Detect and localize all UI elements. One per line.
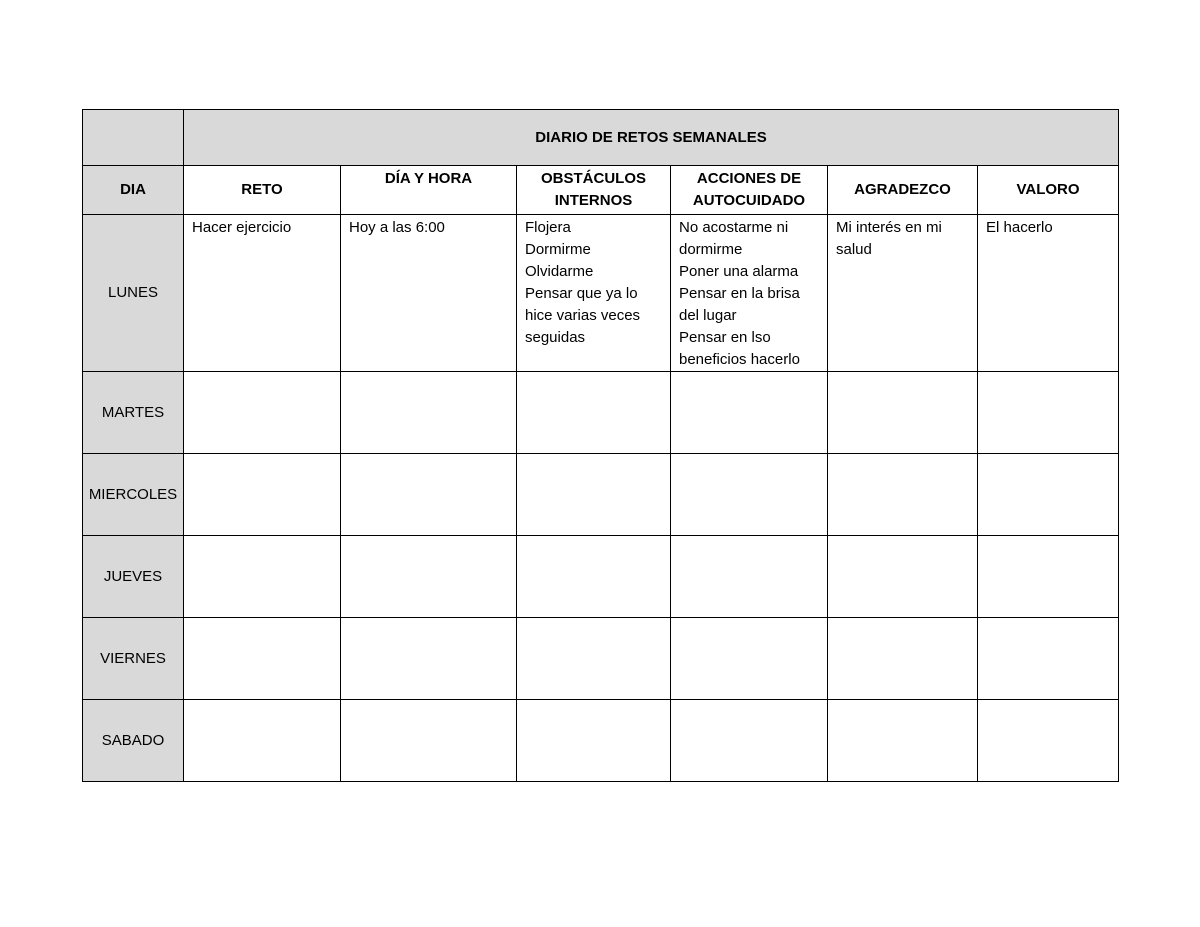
day-label-miercoles: MIERCOLES	[83, 454, 184, 536]
obstaculo-item: Olvidarme	[525, 263, 594, 280]
empty-cell	[671, 454, 828, 536]
empty-cell	[517, 700, 671, 782]
day-label-jueves: JUEVES	[83, 536, 184, 618]
weekly-challenges-table	[82, 109, 1119, 782]
empty-cell	[671, 372, 828, 454]
accion-item: No acostarme ni dormirme	[679, 219, 789, 258]
obstaculo-item: Pensar que ya lo hice varias veces seguidas	[525, 285, 641, 346]
empty-cell	[671, 536, 828, 618]
obstaculo-item: Flojera	[525, 219, 571, 236]
empty-cell	[341, 372, 517, 454]
corner-cell	[83, 110, 184, 166]
table-row	[83, 536, 1119, 618]
table-title: DIARIO DE RETOS SEMANALES	[184, 110, 1119, 166]
header-dia: DIA	[83, 166, 184, 215]
header-dia-hora: DÍA Y HORA	[341, 166, 517, 215]
lunes-valoro: El hacerlo	[978, 215, 1119, 372]
empty-cell	[517, 618, 671, 700]
lunes-acciones	[671, 215, 828, 372]
empty-cell	[184, 454, 341, 536]
day-label-viernes: VIERNES	[83, 618, 184, 700]
header-agradezco: AGRADEZCO	[828, 166, 978, 215]
header-reto: RETO	[184, 166, 341, 215]
empty-cell	[828, 618, 978, 700]
table-row	[83, 454, 1119, 536]
empty-cell	[978, 536, 1119, 618]
empty-cell	[978, 700, 1119, 782]
accion-item: Poner una alarma	[679, 263, 799, 280]
empty-cell	[184, 700, 341, 782]
day-label-martes: MARTES	[83, 372, 184, 454]
day-label-sabado: SABADO	[83, 700, 184, 782]
lunes-agradezco: Mi interés en mi salud	[828, 215, 978, 372]
header-obstaculos: OBSTÁCULOS INTERNOS	[517, 166, 671, 215]
empty-cell	[978, 372, 1119, 454]
empty-cell	[184, 372, 341, 454]
day-label-lunes: LUNES	[83, 215, 184, 372]
empty-cell	[184, 536, 341, 618]
empty-cell	[828, 372, 978, 454]
title-row	[83, 110, 1119, 166]
lunes-reto: Hacer ejercicio	[184, 215, 341, 372]
empty-cell	[828, 536, 978, 618]
empty-cell	[184, 618, 341, 700]
empty-cell	[341, 700, 517, 782]
empty-cell	[517, 372, 671, 454]
empty-cell	[517, 454, 671, 536]
header-acciones: ACCIONES DE AUTOCUIDADO	[671, 166, 828, 215]
table-row	[83, 372, 1119, 454]
empty-cell	[341, 454, 517, 536]
empty-cell	[828, 700, 978, 782]
empty-cell	[828, 454, 978, 536]
empty-cell	[978, 618, 1119, 700]
empty-cell	[671, 618, 828, 700]
lunes-obstaculos	[517, 215, 671, 372]
header-valoro: VALORO	[978, 166, 1119, 215]
accion-item: Pensar en lso beneficios hacerlo	[679, 329, 800, 368]
table-row	[83, 618, 1119, 700]
empty-cell	[341, 618, 517, 700]
empty-cell	[517, 536, 671, 618]
table-row	[83, 215, 1119, 372]
table-row	[83, 700, 1119, 782]
lunes-dia-hora: Hoy a las 6:00	[341, 215, 517, 372]
empty-cell	[978, 454, 1119, 536]
empty-cell	[341, 536, 517, 618]
obstaculo-item: Dormirme	[525, 241, 591, 258]
header-row	[83, 166, 1119, 215]
empty-cell	[671, 700, 828, 782]
accion-item: Pensar en la brisa del lugar	[679, 285, 800, 324]
